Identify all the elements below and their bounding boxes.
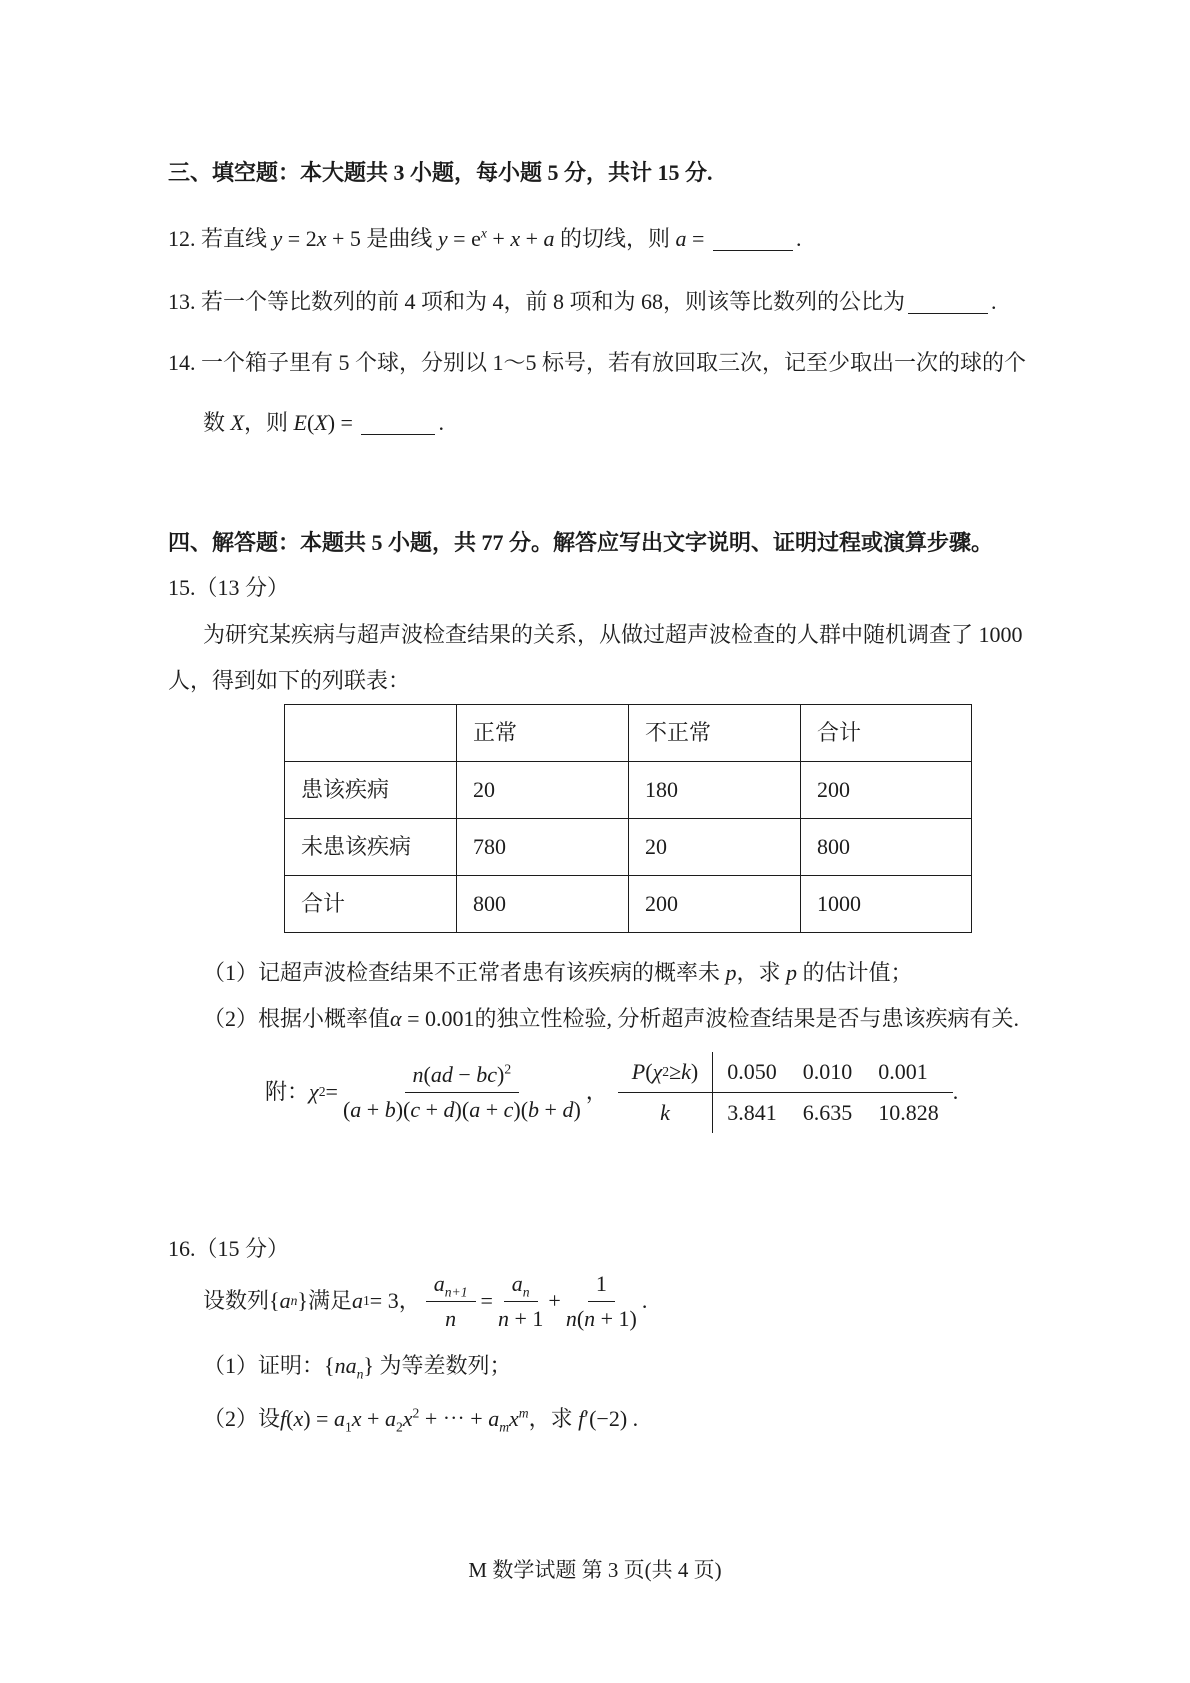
question-14-line1: 14. 一个箱子里有 5 个球，分别以 1～5 标号，若有放回取三次，记至少取出一次的球的个	[168, 350, 1027, 375]
table-row-label: 合计	[285, 876, 457, 933]
table-row	[285, 819, 972, 876]
question-15-intro-line2: 人，得到如下的列联表：	[168, 668, 411, 693]
table-row-label: 未患该疾病	[285, 819, 457, 876]
question-14-line2: 数 X，则 E(X) = .	[203, 410, 444, 435]
critical-value-p-label: P ( χ 2 ≥ k )	[618, 1052, 713, 1093]
question-15-number: 15.（13 分）	[168, 575, 290, 600]
alpha-value: 0.050	[727, 1058, 777, 1084]
contingency-table	[284, 704, 972, 933]
k-value: 3.841	[727, 1099, 777, 1125]
question-15-part2: （2）根据小概率值α = 0.001的独立性检验, 分析超声波检查结果是否与患该疾病有关.	[203, 1006, 1020, 1031]
question-12: 12. 若直线 y = 2x + 5 是曲线 $y = e^x + x + a$ 的切线，则 a = .	[168, 225, 802, 251]
section3-heading: 三、填空题：本大题共 3 小题，每小题 5 分，共计 15 分.	[168, 160, 713, 185]
page-footer: M 数学试题 第 3 页(共 4 页)	[468, 1558, 722, 1582]
critical-value-alpha-row	[713, 1052, 953, 1093]
k-value: 10.828	[878, 1099, 939, 1125]
table-cell: 20	[629, 819, 801, 876]
table-cell: 1000	[801, 876, 972, 933]
question-16-part1: （1）证明：$\{na_n\}$ 为等差数列；	[203, 1353, 512, 1382]
table-cell: 20	[457, 762, 629, 819]
question-16-setup: 设数列 { a n } 满足 a 1 = 3 ， $\frac{a_{n+1}}{n}$ = $\frac{a_n}{n + 1}$ + $\frac{1}{n(n + 1)}$ .	[203, 1271, 648, 1331]
table-row	[285, 762, 972, 819]
k-value: 6.635	[802, 1099, 853, 1125]
critical-value-table	[618, 1052, 953, 1133]
alpha-value: 0.001	[878, 1058, 928, 1084]
chi-square-appendix	[265, 1052, 958, 1132]
table-cell: 200	[801, 762, 972, 819]
table-header-abnormal: 不正常	[629, 705, 801, 762]
table-row-label: 患该疾病	[285, 762, 457, 819]
table-cell: 200	[629, 876, 801, 933]
critical-value-k-row	[713, 1093, 953, 1133]
appendix-period: .	[952, 1079, 959, 1104]
question-15-intro-line1: 为研究某疾病与超声波检查结果的关系，从做过超声波检查的人群中随机调查了 1000	[203, 622, 1023, 647]
section4-heading: 四、解答题：本题共 5 小题，共 77 分。解答应写出文字说明、证明过程或演算步骤。	[168, 530, 994, 555]
table-cell: 800	[801, 819, 972, 876]
table-header-row	[285, 705, 972, 762]
table-header-total: 合计	[801, 705, 972, 762]
critical-value-k-label: k	[618, 1093, 713, 1133]
table-header-normal: 正常	[457, 705, 629, 762]
table-cell: 800	[457, 876, 629, 933]
chi-square-formula: 附： χ 2 = $\frac{n(ad - bc)^2}{(a + b)(c + d)(a + c)(b + d)}$ ，	[265, 1061, 608, 1122]
question-16-number: 16.（15 分）	[168, 1236, 290, 1261]
table-cell: 180	[629, 762, 801, 819]
question-13: 13. 若一个等比数列的前 4 项和为 4，前 8 项和为 68，则该等比数列的公比为 .	[168, 289, 997, 314]
table-cell: 780	[457, 819, 629, 876]
alpha-value: 0.010	[802, 1058, 853, 1084]
table-row	[285, 876, 972, 933]
table-header-empty	[285, 705, 457, 762]
question-16-part2: （2）设$f(x) = a_1x + a_2x^2$ + ⋯ + $a_mx^m$，求 f′(−2) .	[203, 1405, 639, 1435]
question-15-part1: （1）记超声波检查结果不正常者患有该疾病的概率未 p，求 p 的估计值；	[203, 960, 913, 985]
